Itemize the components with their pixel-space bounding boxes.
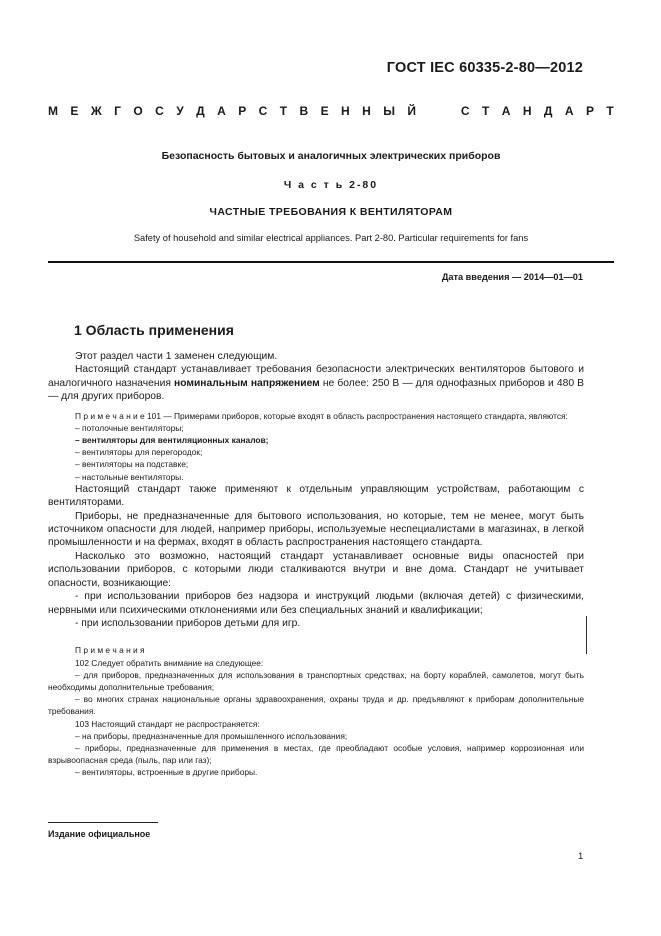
heading-letter: В (299, 104, 309, 118)
heading-letter: С (155, 104, 164, 118)
heading-letter: Р (585, 104, 594, 118)
english-title: Safety of household and similar electrical appliances. Part 2-80. Particular requirements for fans (133, 233, 529, 243)
page-number: 1 (578, 851, 584, 862)
paragraph: Насколько это возможно, настоящий стандарт устанавливает основные виды опасностей при использовании приборов, с которыми люди сталкиваются внутри и вне дома. Стандарт не учитывает опасности, возникающие: (48, 550, 584, 589)
note-item: 102 Следует обратить внимание на следующее: (75, 657, 264, 668)
heading-letter: Г (114, 104, 121, 118)
paragraph: Приборы, не предназначенные для бытового использования, но которые, тем не менее, могут быть источником опасности для людей, например приборы, используемые неспециалистами в магазинах, в легкой промышленности и на фермах, входят в область распространения настоящего стандарта. (48, 510, 584, 549)
paragraph: Настоящий стандарт устанавливает требования безопасности электрических вентиляторов бытового и аналогичного назначения номинальным напряжением не более: 250 В — для однофазных приборов и 480 В — для других приборов. (48, 364, 584, 403)
note-101-list (48, 422, 584, 483)
heading-letter: С (460, 104, 470, 118)
note-item: – для приборов, предназначенных для использования в транспортных средствах, на борту кораблей, самолетов, могут быть необходимы дополнительные требования; (48, 669, 584, 692)
note-item: – на приборы, предназначенные для промышленного использования; (75, 730, 348, 741)
section-body (48, 350, 584, 779)
heading-gap (428, 104, 448, 118)
list-item: – вентиляторы на подставке; (75, 459, 189, 470)
note-item: 103 Настоящий стандарт не распространяется: (75, 718, 260, 729)
heading-letter: А (501, 104, 511, 118)
list-item: – вентиляторы для вентиляционных каналов; (75, 435, 269, 446)
heading-letter: Д (196, 104, 205, 118)
heading-letter: Д (543, 104, 553, 118)
effective-date: Дата введения — 2014—01—01 (441, 272, 583, 282)
document-subtitle: ЧАСТНЫЕ ТРЕБОВАНИЯ К ВЕНТИЛЯТОРАМ (209, 206, 453, 218)
note-item: – приборы, предназначенные для применения в местах, где преобладают особые условия, например коррозионная или взрывоопасная среда (пыль, пар или газ); (48, 742, 584, 766)
note-item: – вентиляторы, встроенные в другие приборы. (75, 767, 258, 778)
heading-letter: У (176, 104, 184, 118)
heading-letter: Т (481, 104, 490, 118)
heading-letter: Н (341, 104, 350, 118)
heading-letter: Е (70, 104, 79, 118)
list-item: – настольные вентиляторы. (75, 471, 184, 482)
part-label: Ч а с т ь 2-80 (283, 179, 379, 191)
paragraph: Настоящий стандарт также применяют к отдельным управляющим устройствам, работающим с вентиляторами. (48, 483, 584, 509)
change-bar (586, 616, 587, 654)
heading-letter: Ж (90, 104, 102, 118)
list-item: – потолочные вентиляторы; (75, 422, 184, 433)
heading-letter: А (564, 104, 574, 118)
footer-divider (48, 822, 158, 823)
section-heading: 1 Область применения (74, 322, 234, 338)
heading-letter: М (48, 104, 58, 118)
heading-letter: С (258, 104, 268, 118)
interstate-standard-heading (48, 104, 614, 118)
heading-letter: Т (606, 104, 614, 118)
heading-letter: А (217, 104, 226, 118)
list-item: – вентиляторы для перегородок; (75, 447, 203, 458)
heading-letter: Е (320, 104, 329, 118)
heading-letter: Н (362, 104, 371, 118)
document-title: Безопасность бытовых и аналогичных электрических приборов (161, 150, 501, 162)
heading-letter: Р (238, 104, 247, 118)
heading-letter: Ы (383, 104, 395, 118)
heading-letter: Н (522, 104, 532, 118)
paragraph: Этот раздел части 1 заменен следующим. (75, 351, 278, 362)
list-item: - при использовании приборов детьми для игр. (75, 617, 301, 629)
heading-letter: О (133, 104, 143, 118)
list-item: - при использовании приборов без надзора и инструкций людьми (включая детей) с физическими, нервными или психическими отклонениями или без специальных знаний и квалификации; (48, 591, 584, 616)
edition-label: Издание официальное (48, 829, 151, 839)
notes (48, 644, 584, 778)
note-101: П р и м е ч а н и е 101 — Примерами приборов, которые входят в область распространения настоящего стандарта, являются: (75, 410, 568, 421)
header-divider (48, 261, 614, 263)
note-item: – во многих странах национальные органы здравоохранения, охраны труда и др. предъявляют к приборам дополнительные требования. (48, 694, 584, 717)
heading-letter: Й (407, 104, 417, 118)
heading-letter: Т (279, 104, 288, 118)
notes-label: П р и м е ч а н и я (75, 645, 145, 656)
standard-code: ГОСТ IEC 60335-2-80—2012 (386, 60, 583, 76)
